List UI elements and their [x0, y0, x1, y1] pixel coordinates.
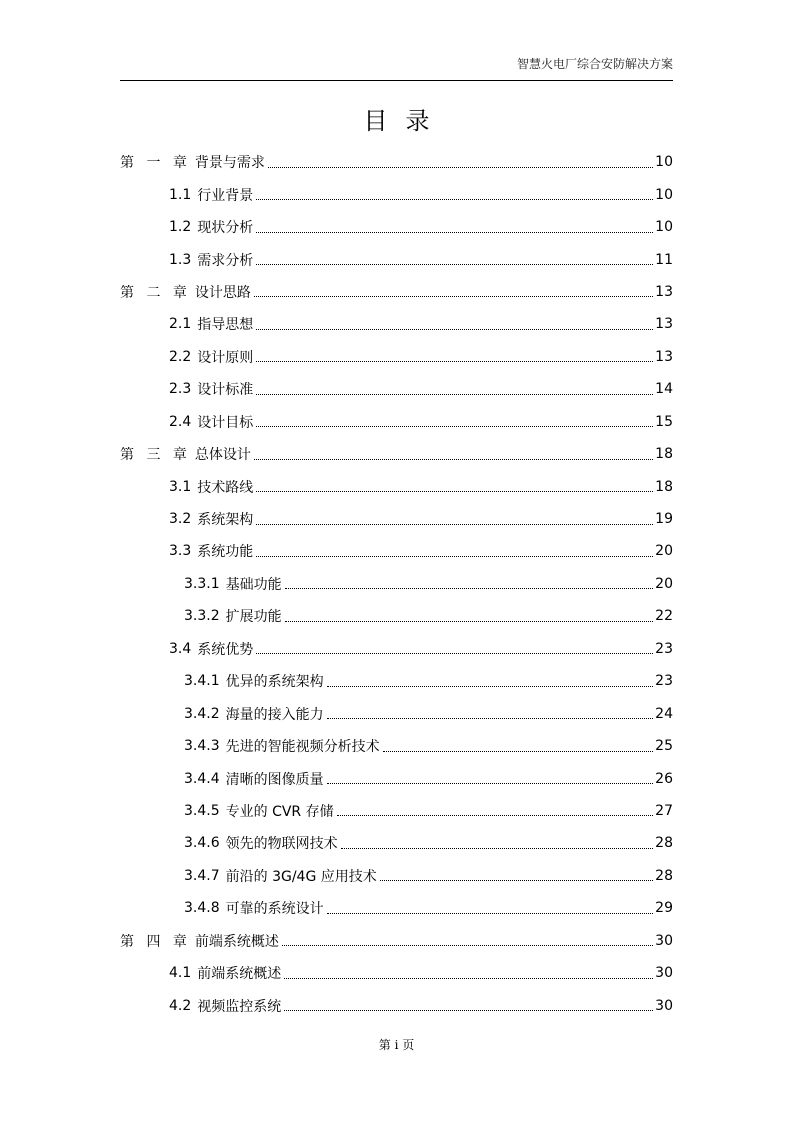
running-header: 智慧火电厂综合安防解决方案	[516, 57, 673, 71]
toc-entry-title: 设计思路	[194, 284, 251, 301]
toc-entry-page: 18	[655, 446, 673, 463]
toc-entry[interactable]	[120, 406, 673, 438]
toc-entry-number: 3.4.6	[184, 835, 220, 852]
toc-entry[interactable]	[120, 892, 673, 924]
dot-leader	[254, 459, 653, 460]
toc-entry[interactable]	[120, 860, 673, 892]
dot-leader	[327, 913, 654, 914]
toc-entry-page: 28	[655, 835, 673, 852]
toc-entry-title: 指导思想	[197, 317, 254, 334]
toc-entry-page: 20	[655, 575, 673, 592]
toc-entry-title: 设计原则	[197, 349, 254, 366]
toc-entry-page: 20	[655, 543, 673, 560]
toc-entry-number: 3.4.3	[184, 738, 220, 755]
toc-entry[interactable]	[120, 697, 673, 729]
toc-entry-number: 1.2	[169, 219, 192, 236]
dot-leader	[256, 394, 653, 395]
dot-leader	[383, 751, 654, 752]
dot-leader	[341, 848, 654, 849]
toc-entry[interactable]	[120, 373, 673, 405]
toc-entry-number: 3.3.1	[184, 575, 220, 592]
toc-entry[interactable]	[120, 633, 673, 665]
toc-entry[interactable]	[120, 341, 673, 373]
dot-leader	[284, 978, 653, 979]
toc-entry-number: 3.4.8	[184, 900, 220, 917]
toc-entry-number: 第 三 章	[120, 447, 191, 464]
dot-leader	[268, 167, 653, 168]
toc-entry-page: 23	[655, 673, 673, 690]
dot-leader	[256, 524, 653, 525]
toc-entry-number: 3.4	[169, 640, 192, 657]
dot-leader	[282, 945, 653, 946]
toc-entry-page: 26	[655, 770, 673, 787]
toc-entry-page: 18	[655, 478, 673, 495]
toc-entry[interactable]	[120, 665, 673, 697]
dot-leader	[256, 264, 653, 265]
toc-entry-page: 22	[655, 608, 673, 625]
dot-leader	[256, 361, 653, 362]
toc-entry-title: 系统优势	[197, 641, 254, 658]
toc-entry-number: 4.1	[169, 965, 192, 982]
toc-entry[interactable]	[120, 925, 673, 957]
toc-entry-page: 30	[655, 997, 673, 1014]
toc-entry[interactable]	[120, 146, 673, 178]
toc-entry-number: 4.2	[169, 997, 192, 1014]
toc-entry-title: 清晰的图像质量	[225, 771, 324, 788]
toc-entry[interactable]	[120, 957, 673, 989]
toc-entry-title: 技术路线	[197, 479, 254, 496]
dot-leader	[327, 686, 654, 687]
toc-entry-title: 先进的智能视频分析技术	[225, 739, 380, 756]
dot-leader	[256, 232, 653, 233]
toc-entry-page: 30	[655, 932, 673, 949]
toc-entry[interactable]	[120, 762, 673, 794]
toc-entry[interactable]	[120, 470, 673, 502]
toc-entry-number: 3.2	[169, 511, 192, 528]
toc-entry-number: 1.1	[169, 186, 192, 203]
dot-leader	[327, 783, 654, 784]
toc-entry-number: 1.3	[169, 251, 192, 268]
toc-entry-page: 10	[655, 154, 673, 171]
toc-entry-number: 3.4.5	[184, 802, 220, 819]
toc-entry-title: 可靠的系统设计	[225, 901, 324, 918]
toc-entry-number: 3.3.2	[184, 608, 220, 625]
toc-entry-title: 现状分析	[197, 220, 254, 237]
toc-entry[interactable]	[120, 535, 673, 567]
toc-entry-title: 海量的接入能力	[225, 706, 324, 723]
toc-entry-title: 设计标准	[197, 382, 254, 399]
toc-entry[interactable]	[120, 568, 673, 600]
toc-entry-title: 优异的系统架构	[225, 674, 324, 691]
toc-entry[interactable]	[120, 989, 673, 1021]
toc-entry[interactable]	[120, 795, 673, 827]
toc-entry-title: 系统架构	[197, 512, 254, 529]
toc-entry-number: 3.4.4	[184, 770, 220, 787]
toc-entry-title: 前端系统概述	[194, 933, 279, 950]
page-number-footer: 第 i 页	[378, 1038, 415, 1052]
toc-entry-title: 视频监控系统	[197, 998, 282, 1015]
toc-entry-title: 前沿的 3G/4G 应用技术	[225, 868, 377, 885]
toc-entry-title: 需求分析	[197, 252, 254, 269]
toc-entry-number: 3.4.1	[184, 673, 220, 690]
toc-entry-page: 11	[655, 251, 673, 268]
toc-entry[interactable]	[120, 276, 673, 308]
toc-entry-number: 2.1	[169, 316, 192, 333]
toc-entry[interactable]	[120, 503, 673, 535]
toc-entry-page: 14	[655, 381, 673, 398]
toc-entry-title: 背景与需求	[194, 155, 265, 172]
toc-entry-title: 总体设计	[194, 447, 251, 464]
toc-entry-page: 13	[655, 316, 673, 333]
toc-entry-number: 3.3	[169, 543, 192, 560]
toc-entry-page: 27	[655, 802, 673, 819]
dot-leader	[380, 880, 653, 881]
toc-entry-title: 扩展功能	[225, 609, 282, 626]
toc-entry-page: 13	[655, 283, 673, 300]
toc-entry-number: 2.3	[169, 381, 192, 398]
toc-entry[interactable]	[120, 211, 673, 243]
toc-entry-number: 第 一 章	[120, 155, 191, 172]
dot-leader	[256, 199, 653, 200]
toc-entry-page: 30	[655, 965, 673, 982]
toc-entry[interactable]	[120, 308, 673, 340]
toc-entry-number: 3.1	[169, 478, 192, 495]
toc-entry-title: 系统功能	[197, 544, 254, 561]
toc-entry[interactable]	[120, 438, 673, 470]
toc-entry-page: 10	[655, 219, 673, 236]
toc-entry-number: 2.4	[169, 413, 192, 430]
toc-title: 目录	[363, 107, 448, 135]
toc-entry-title: 领先的物联网技术	[225, 836, 338, 853]
dot-leader	[285, 621, 654, 622]
dot-leader	[256, 491, 653, 492]
dot-leader	[256, 653, 653, 654]
header-divider	[120, 80, 673, 81]
toc-entry-page: 10	[655, 186, 673, 203]
toc-entry-page: 25	[655, 738, 673, 755]
dot-leader	[256, 556, 653, 557]
toc-entry[interactable]	[120, 730, 673, 762]
toc-entry[interactable]	[120, 243, 673, 275]
toc-entry-page: 24	[655, 705, 673, 722]
toc-entry[interactable]	[120, 827, 673, 859]
toc-entry[interactable]	[120, 600, 673, 632]
toc-entry-title: 专业的 CVR 存储	[225, 803, 334, 820]
dot-leader	[327, 718, 654, 719]
dot-leader	[285, 588, 654, 589]
toc-entry-number: 3.4.7	[184, 867, 220, 884]
toc-entry-title: 设计目标	[197, 414, 254, 431]
toc-entry-title: 行业背景	[197, 187, 254, 204]
toc-entry-page: 29	[655, 900, 673, 917]
toc-entry-title: 基础功能	[225, 576, 282, 593]
toc-entry-number: 第 四 章	[120, 933, 191, 950]
toc-entry-page: 28	[655, 867, 673, 884]
toc-entry-title: 前端系统概述	[197, 966, 282, 983]
toc-entry-page: 13	[655, 348, 673, 365]
table-of-contents	[120, 146, 673, 1022]
dot-leader	[256, 329, 653, 330]
toc-entry-page: 23	[655, 640, 673, 657]
toc-entry-number: 3.4.2	[184, 705, 220, 722]
dot-leader	[284, 1010, 653, 1011]
toc-entry-number: 第 二 章	[120, 284, 191, 301]
toc-entry[interactable]	[120, 178, 673, 210]
dot-leader	[337, 815, 654, 816]
toc-entry-number: 2.2	[169, 348, 192, 365]
toc-entry-page: 19	[655, 511, 673, 528]
toc-entry-page: 15	[655, 413, 673, 430]
dot-leader	[254, 296, 653, 297]
dot-leader	[256, 426, 653, 427]
